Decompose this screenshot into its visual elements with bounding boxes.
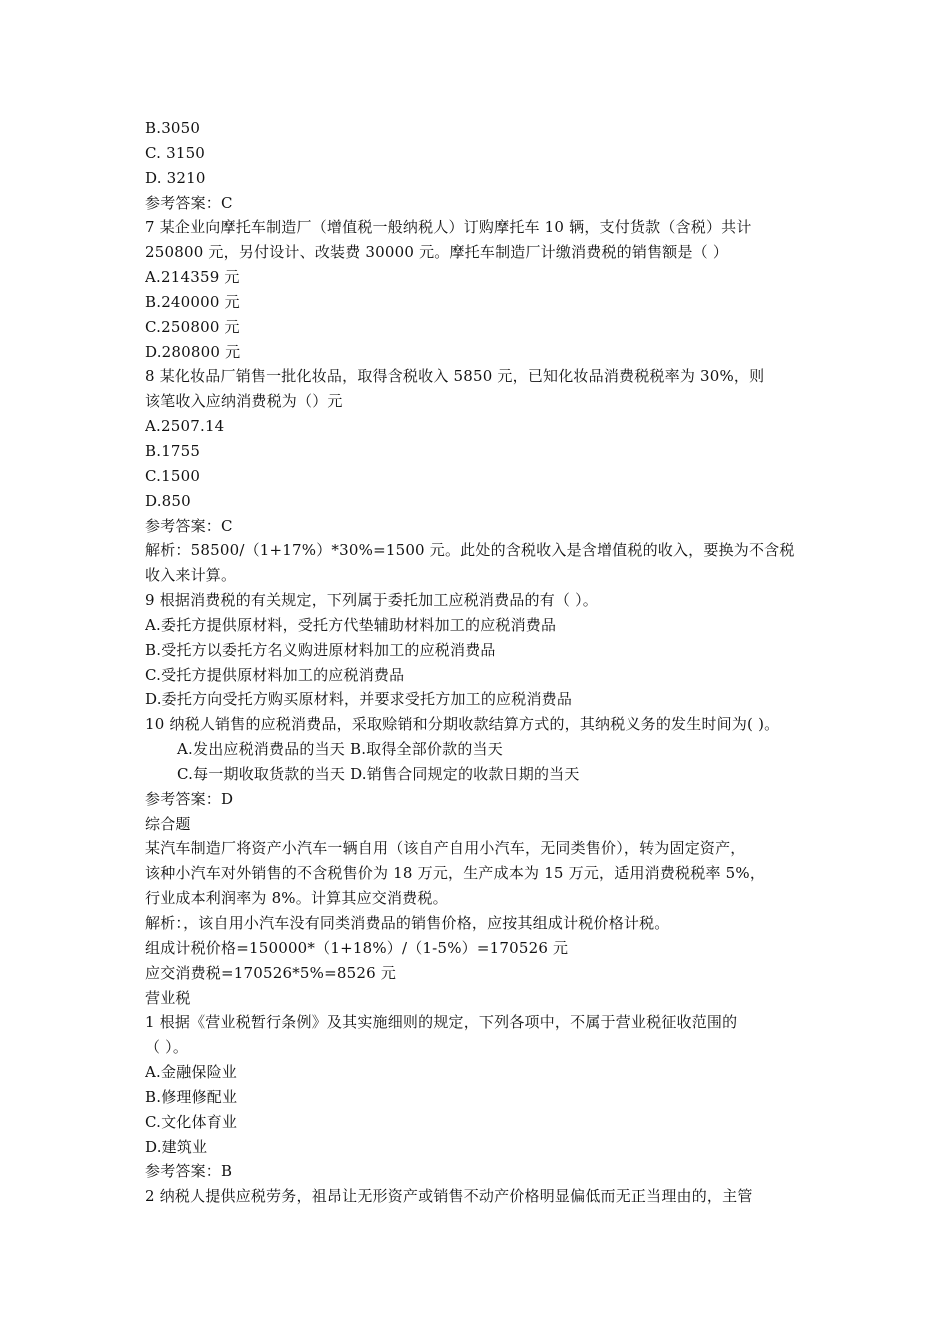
business-question-1-answer: 参考答案：B [145,1162,233,1181]
question-8-analysis-line-1: 解析：58500/（1+17%）*30%=1500 元。此处的含税收入是含增值税的收入，要换为不含税 [145,541,795,560]
question-8-option-a: A.2507.14 [145,417,225,436]
business-question-2-line-1: 2 纳税人提供应税劳务，祖昂让无形资产或销售不动产价格明显偏低而无正当理由的，主管 [145,1187,753,1206]
business-question-1-option-c: C.文化体育业 [145,1112,238,1131]
comprehensive-text-line-1: 某汽车制造厂将资产小汽车一辆自用（该自产自用小汽车，无同类售价），转为固定资产， [145,839,746,858]
question-9-option-c: C.受托方提供原材料加工的应税消费品 [145,665,405,684]
question-9-line: 9 根据消费税的有关规定，下列属于委托加工应税消费品的有（ ）。 [145,591,598,610]
question-9-option-b: B.受托方以委托方名义购进原材料加工的应税消费品 [145,640,496,659]
question-8-line-1: 8 某化妆品厂销售一批化妆品，取得含税收入 5850 元，已知化妆品消费税税率为 30%，则 [145,367,765,386]
document-body [145,116,810,1209]
option-d-line: D. 3210 [145,168,206,187]
business-question-1-option-b: B.修理修配业 [145,1087,238,1106]
question-8-option-d: D.850 [145,491,191,510]
business-question-1-line-1: 1 根据《营业税暂行条例》及其实施细则的规定，下列各项中，不属于营业税征收范围的 [145,1013,738,1032]
option-c-line: C. 3150 [145,143,206,162]
question-8-answer: 参考答案：C [145,516,233,535]
comprehensive-formula-2: 应交消费税=170526*5%=8526 元 [145,963,397,982]
comprehensive-text-line-3: 行业成本利润率为 8%。计算其应交消费税。 [145,889,448,908]
comprehensive-formula-1: 组成计税价格=150000*（1+18%）/（1-5%）=170526 元 [145,938,569,957]
question-7-line-1: 7 某企业向摩托车制造厂（增值税一般纳税人）订购摩托车 10 辆，支付货款（含税）共计 [145,218,752,237]
answer-line: 参考答案：C [145,193,233,212]
question-10-options-ab: A.发出应税消费品的当天 B.取得全部价款的当天 [177,740,503,759]
business-question-1-line-2: （ ）。 [145,1038,189,1057]
question-8-option-b: B.1755 [145,441,201,460]
comprehensive-analysis: 解析：，该自用小汽车没有同类消费品的销售价格，应按其组成计税价格计税。 [145,914,670,932]
question-7-option-b: B.240000 元 [145,292,240,311]
question-8-analysis-line-2: 收入来计算。 [145,566,237,585]
comprehensive-text-line-2: 该种小汽车对外销售的不含税售价为 18 万元，生产成本为 15 万元，适用消费税税率 5%， [145,864,766,883]
question-8-option-c: C.1500 [145,466,201,485]
question-8-line-2: 该笔收入应纳消费税为（）元 [145,392,343,411]
question-10-options-cd: C.每一期收取货款的当天 D.销售合同规定的收款日期的当天 [177,764,580,783]
question-7-option-d: D.280800 元 [145,342,241,361]
business-question-1-option-d: D.建筑业 [145,1137,208,1156]
question-10-line: 10 纳税人销售的应税消费品，采取赊销和分期收款结算方式的，其纳税义务的发生时间为( )。 [145,715,780,734]
question-7-option-a: A.214359 元 [145,268,240,287]
question-9-option-d: D.委托方向受托方购买原材料，并要求受托方加工的应税消费品 [145,690,573,709]
comprehensive-heading: 综合题 [145,814,191,833]
question-7-option-c: C.250800 元 [145,317,240,336]
option-b-line: B.3050 [145,119,201,137]
question-7-line-2: 250800 元，另付设计、改装费 30000 元。摩托车制造厂计缴消费税的销售额是（ ） [145,243,729,262]
question-10-answer: 参考答案：D [145,789,234,808]
business-tax-heading: 营业税 [145,988,191,1007]
question-9-option-a: A.委托方提供原材料，受托方代垫辅助材料加工的应税消费品 [145,615,557,634]
business-question-1-option-a: A.金融保险业 [145,1063,238,1082]
